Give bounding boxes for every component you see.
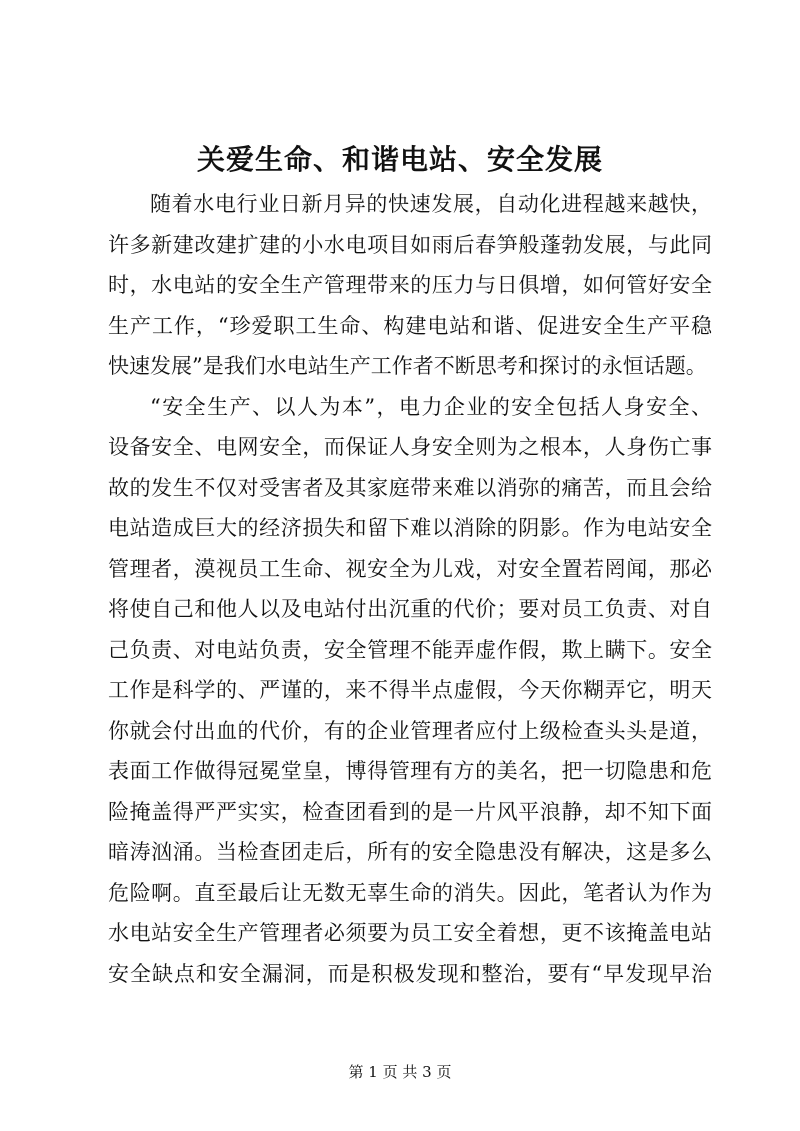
paragraph-2-line-7: 己负责、对电站负责，安全管理不能弄虚作假，欺上瞒下。安全 — [108, 637, 712, 662]
paragraph-2-line-14: 水电站安全生产管理者必须要为员工安全着想，更不该掩盖电站 — [108, 921, 712, 945]
paragraph-2-line-1: “安全生产、以人为本”，电力企业的安全包括人身安全、 — [150, 394, 712, 419]
paragraph-1-line-1: 随着水电行业日新月异的快速发展，自动化进程越来越快， — [150, 192, 712, 216]
paragraph-2-line-10: 表面工作做得冠冕堂皇，博得管理有方的美名，把一切隐患和危 — [108, 759, 712, 783]
page-footer: 第 1 页 共 3 页 — [348, 1063, 452, 1081]
paragraph-2-line-6: 将使自己和他人以及电站付出沉重的代价；要对员工负责、对自 — [108, 597, 712, 621]
document-title: 关爱生命、和谐电站、安全发展 — [196, 143, 603, 176]
paragraph-1-line-3: 时，水电站的安全生产管理带来的压力与日俱增，如何管好安全 — [108, 273, 712, 297]
paragraph-2-line-5: 管理者，漠视员工生命、视安全为儿戏，对安全置若罔闻，那必 — [108, 556, 712, 581]
paragraph-1-line-5: 快速发展”是我们水电站生产工作者不断思考和探讨的永恒话题。 — [108, 354, 707, 378]
paragraph-2-line-4: 电站造成巨大的经济损失和留下难以消除的阴影。作为电站安全 — [108, 516, 712, 540]
paragraph-2-line-13: 危险啊。直至最后让无数无辜生命的消失。因此，笔者认为作为 — [108, 880, 712, 905]
paragraph-1-line-4: 生产工作，“珍爱职工生命、构建电站和谐、促进安全生产平稳 — [108, 313, 712, 338]
paragraph-2-line-12: 暗涛汹涌。当检查团走后，所有的安全隐患没有解决，这是多么 — [108, 840, 712, 864]
paragraph-2-line-9: 你就会付出血的代价，有的企业管理者应付上级检查头头是道， — [108, 718, 712, 743]
paragraph-2-line-11: 险掩盖得严严实实，检查团看到的是一片风平浪静，却不知下面 — [108, 799, 712, 824]
document-body — [108, 184, 712, 994]
paragraph-1-line-2: 许多新建改建扩建的小水电项目如雨后春笋般蓬勃发展，与此同 — [108, 232, 712, 257]
paragraph-2-line-2: 设备安全、电网安全，而保证人身安全则为之根本，人身伤亡事 — [108, 435, 712, 459]
paragraph-2-line-3: 故的发生不仅对受害者及其家庭带来难以消弥的痛苦，而且会给 — [108, 475, 712, 500]
paragraph-2-line-8: 工作是科学的、严谨的，来不得半点虚假，今天你糊弄它，明天 — [108, 678, 712, 702]
paragraph-2-line-15: 安全缺点和安全漏洞，而是积极发现和整治，要有“早发现早治 — [108, 961, 712, 986]
